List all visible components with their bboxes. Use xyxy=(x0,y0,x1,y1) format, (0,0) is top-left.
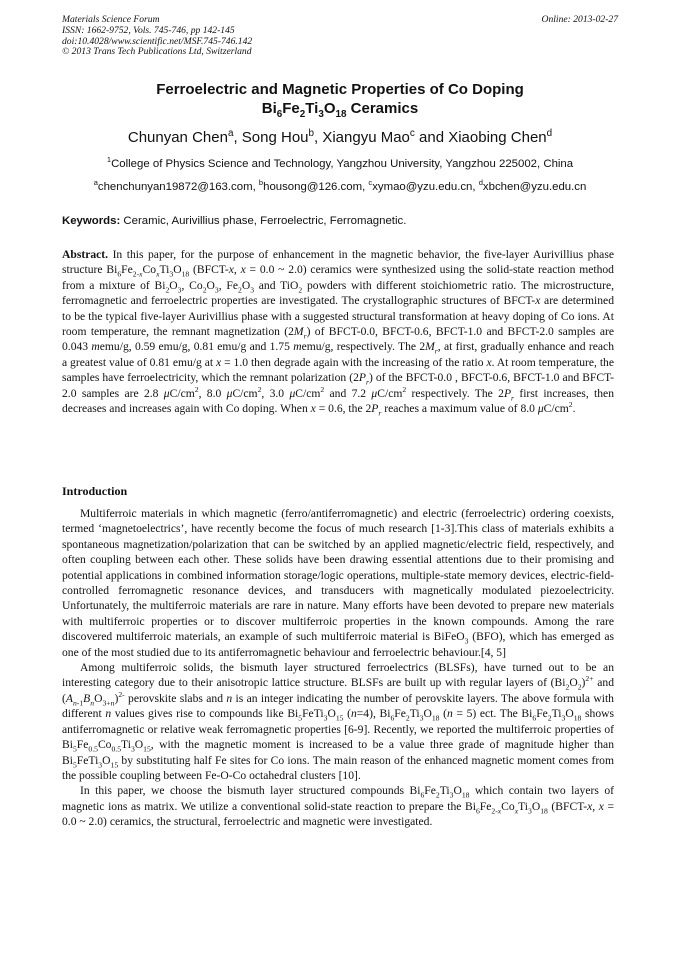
intro-paragraph-2: Among multiferroic solids, the bismuth layer structured ferroelectrics (BLSFs), have turned out to be an interesting category due to their anisotropic lattice structure. BLSFs are built up with regular layers of $(Bi_2O_2)^{2+}$ and $(A_{n-1}B_nO_{3+n})^{2-}$ perovskite slabs and n is an integer indicating the number of perovskite layers. The above formula with different n values gives rise to compounds like $Bi_5FeTi_3O_{15}$ (n=4), $Bi_6Fe_2Ti_3O_{18}$ (n = 5) ect. The $Bi_6Fe_2Ti_3O_{18}$ shows antiferromagnetic or relative weak ferromagnetic properties [6-9]. Recently, we reported the multiferroic properties of $Bi_5Fe_{0.5}Co_{0.5}Ti_3O_{15}$, with the magnetic moment is increased to be a value three grade of magnitude higher than $Bi_5FeTi_3O_{15}$ by substituting half Fe sites for Co ions. The main reason of the enhanced magnetic moment comes from the possible coupling between Fe-O-Co octahedral clusters [10]. xyxy=(62,661,615,782)
issn: ISSN: 1662-9752, Vols. 745-746, pp 142-145 xyxy=(62,24,235,36)
keywords xyxy=(62,214,618,228)
keywords-label: Keywords: xyxy=(62,215,121,227)
journal-name: Materials Science Forum xyxy=(62,14,160,25)
author: Song Hou xyxy=(241,129,309,146)
author: Xiaobing Chen xyxy=(448,129,547,146)
title-line-1: Ferroelectric and Magnetic Properties of Co Doping xyxy=(156,81,524,98)
affiliation: $^1$College of Physics Science and Technology, Yangzhou University, Yangzhou 225002, China xyxy=(106,155,574,170)
journal-header xyxy=(62,15,618,58)
email-list: $^a$chenchunyan19872@163.com, $^b$housong@126.com, $^c$xymao@yzu.edu.cn, $^d$xbchen@yzu.edu.cn xyxy=(93,178,587,193)
title-line-2: $Bi_6Fe_2Ti_3O_{18}$ Ceramics xyxy=(261,100,419,120)
section-heading-introduction: Introduction xyxy=(62,484,128,498)
abstract: Abstract. In this paper, for the purpose of enhancement in the magnetic behavior, the five-layer Aurivillius phase structure $Bi_6Fe_{2-x}Co_xTi_3O_{18}$ (BFCT-x, x = 0.0 ~ 2.0) ceramics were synthesized using the solid-state reaction method from a mixture of $Bi_2O_3$, $Co_2O_3$, $Fe_2O_3$ and TiO$_2$ powders with different stoichiometric ratio. The microstructure, ferromagnetic and ferroelectric properties are investigated. The crystallographic structures of BFCT-x are determined to be the typical five-layer Aurivillius phase with a suggested structural transformation at heavy doping of Co ions. At room temperature, the remnant magnetization $(2M_r)$ of BFCT-0.0, BFCT-0.6, BFCT-1.0 and BFCT-2.0 samples are 0.043 memu/g, 0.59 emu/g, 0.81 emu/g and 1.75 memu/g, respectively. The $2M_r$, at first, gradually enhance and reach a greatest value of 0.81 emu/g at x = 1.0 then degrade again with the increasing of the ratio x. At room temperature, the samples have ferroelectricity, which the remnant polarization $(2P_r)$ of the BFCT-0.0 , BFCT-0.6, BFCT-1.0 and BFCT-2.0 samples are 2.8 $\mu C/cm^2$, 8.0 $\mu C/cm^2$, 3.0 $\mu C/cm^2$ and 7.2 $\mu C/cm^2$ respectively. The $2P_r$ first increases, then decreases and increases again with Co doping. When x = 0.6, the $2P_r$ reaches a maximum value of 8.0 $\mu C/cm^2$. xyxy=(62,248,615,418)
copyright: © 2013 Trans Tech Publications Ltd, Switzerland xyxy=(62,46,252,58)
author: Xiangyu Mao xyxy=(322,129,410,146)
abstract-label: Abstract. xyxy=(62,248,109,261)
email-link[interactable]: xymao@yzu.edu.cn xyxy=(372,181,473,193)
paper-title xyxy=(62,80,618,118)
keywords-text: Ceramic, Aurivillius phase, Ferroelectric, Ferromagnetic. xyxy=(120,215,407,227)
introduction-body xyxy=(62,506,614,830)
author-list: Chunyan Chen$^a$, Song Hou$^b$, Xiangyu Mao$^c$ and Xiaobing Chen$^d$ xyxy=(127,128,553,146)
email-link[interactable]: xbchen@yzu.edu.cn xyxy=(482,181,587,193)
author: Chunyan Chen xyxy=(127,129,228,146)
doi: doi:10.4028/www.scientific.net/MSF.745-746.142 xyxy=(62,35,253,47)
email-link[interactable]: chenchunyan19872@163.com xyxy=(97,181,253,193)
online-date: Online: 2013-02-27 xyxy=(541,14,618,25)
intro-paragraph-3: In this paper, we choose the bismuth layer structured compounds $Bi_6Fe_2Ti_3O_{18}$ which contain two layers of magnetic ions as matrix. We utilize a conventional solid-state reaction to prepare the $Bi_6Fe_{2-x}Co_xTi_3O_{18}$ (BFCT-x, x = 0.0 ~ 2.0) ceramics, the structural, ferroelectric and magnetic were investigated. xyxy=(62,784,615,829)
email-link[interactable]: housong@126.com xyxy=(263,181,363,193)
intro-paragraph-1: Multiferroic materials in which magnetic (ferro/antiferromagnetic) and electric (ferroelectric) ordering coexists, termed ‘magnetoelectrics’, have recently become the focus of much research [1-3].This class of materials exhibits a spontaneous magnetization/polarization that can be switched by an applied magnetic/electric field, respectively, and often coupling between each other. These solids have been drawing essential attentions due to their promising and potential applications in combined information storage/logic operations, multiple-state memory devices, electric-field-controlled ferromagnetic resonance devices, and transducers with magnetically modulated piezoelectricity. Unfortunately, the multiferroic materials are rare in nature. Many efforts have been devoted to prepare new materials with multiferroic properties or to discover multiferroic properties in the known compounds. Among the rare discovered multiferroic materials, an example of such multiferroic material is BiFeO$_3$ (BFO), which has emerged as one of the most studied due to its antiferromagnetic behaviour and ferroelectric behaviour.[4, 5] xyxy=(62,507,615,659)
